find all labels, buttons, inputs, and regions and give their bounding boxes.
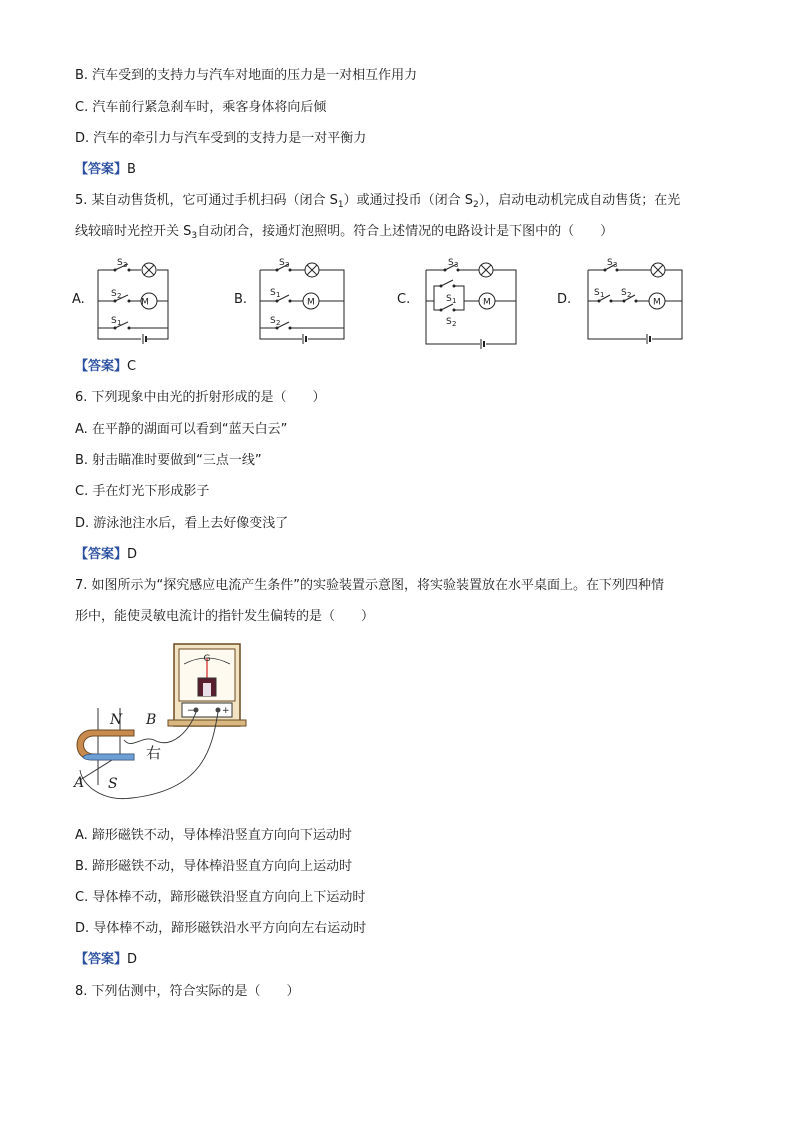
label-right: 右 <box>146 744 162 762</box>
q7-option-d: D. 导体棒不动，蹄形磁铁沿水平方向向左右运动时 <box>75 921 367 936</box>
answer-value: D <box>127 952 138 967</box>
svg-text:3: 3 <box>123 261 128 269</box>
label-n: N <box>110 712 123 728</box>
svg-text:S: S <box>448 258 454 268</box>
svg-text:S: S <box>607 258 613 268</box>
circuit-diagram-c <box>424 256 519 348</box>
q4-answer <box>75 161 136 179</box>
motor-label: M <box>141 297 149 308</box>
q4-option-b: B. 汽车受到的支持力与汽车对地面的压力是一对相互作用力 <box>75 68 418 83</box>
answer-value: C <box>127 359 137 374</box>
svg-text:3: 3 <box>454 261 459 269</box>
svg-text:S: S <box>279 258 285 268</box>
svg-text:S: S <box>270 316 276 326</box>
q5-answer <box>75 358 136 376</box>
svg-text:1: 1 <box>276 291 281 299</box>
answer-tag: 【答案】 <box>75 952 128 967</box>
svg-text:2: 2 <box>452 320 457 328</box>
q6-stem: 6. 下列现象中由光的折射形成的是（ ） <box>75 390 326 405</box>
svg-text:S: S <box>446 294 452 304</box>
q4-option-c: C. 汽车前行紧急刹车时，乘客身体将向后倾 <box>75 100 327 115</box>
svg-text:S: S <box>117 258 123 268</box>
induction-apparatus-figure <box>72 640 247 819</box>
q5-stem-line2: 线较暗时光控开关 $S_3$自动闭合，接通灯泡照明。符合上述情况的电路设计是下图中的（ ） <box>75 224 614 241</box>
svg-text:M: M <box>653 297 661 308</box>
q5-stem-line1: 5. 某自动售货机，它可通过手机扫码（闭合 $S_1$）或通过投币（闭合 $S_2$），启动电动机完成自动售货；在光 <box>75 193 681 210</box>
circuit-diagram-a <box>92 256 172 342</box>
circuit-option-c-label: C. <box>397 292 411 307</box>
q7-stem-line1: 7. 如图所示为“探究感应电流产生条件”的实验装置示意图，将实验装置放在水平桌面上。在下列四种情 <box>75 578 665 593</box>
svg-text:1: 1 <box>452 297 457 305</box>
q6-option-c: C. 手在灯光下形成影子 <box>75 484 210 499</box>
circuit-option-b-label: B. <box>234 292 248 307</box>
answer-value: D <box>127 547 138 562</box>
meter-g-label: G <box>203 654 211 664</box>
svg-text:3: 3 <box>613 261 618 269</box>
svg-text:1: 1 <box>600 291 605 299</box>
circuit-option-d-label: D. <box>557 292 572 307</box>
svg-text:M: M <box>307 297 315 308</box>
svg-text:2: 2 <box>627 291 632 299</box>
answer-tag: 【答案】 <box>75 359 128 374</box>
svg-text:2: 2 <box>276 319 281 327</box>
q6-option-d: D. 游泳池注水后，看上去好像变浅了 <box>75 516 289 531</box>
q6-option-b: B. 射击瞄准时要做到“三点一线” <box>75 453 262 468</box>
circuit-option-a-label: A. <box>72 292 85 307</box>
q7-option-b: B. 蹄形磁铁不动，导体棒沿竖直方向向上运动时 <box>75 859 353 874</box>
q7-option-c: C. 导体棒不动，蹄形磁铁沿竖直方向向上下运动时 <box>75 890 366 905</box>
svg-text:S: S <box>594 288 600 298</box>
q7-option-a: A. 蹄形磁铁不动，导体棒沿竖直方向向下运动时 <box>75 828 352 843</box>
svg-text:2: 2 <box>117 292 122 300</box>
answer-tag: 【答案】 <box>75 547 128 562</box>
circuit-diagram-d <box>586 256 686 342</box>
svg-text:3: 3 <box>285 261 290 269</box>
label-b: B <box>146 712 157 728</box>
label-a: A <box>74 775 85 791</box>
svg-text:S: S <box>270 288 276 298</box>
q7-stem-line2: 形中，能使灵敏电流计的指针发生偏转的是（ ） <box>75 609 375 624</box>
q4-option-d: D. 汽车的牵引力与汽车受到的支持力是一对平衡力 <box>75 131 367 146</box>
q7-answer <box>75 951 137 969</box>
q8-stem: 8. 下列估测中，符合实际的是（ ） <box>75 984 300 999</box>
q6-option-a: A. 在平静的湖面可以看到“蓝天白云” <box>75 422 288 437</box>
meter-plus-label: + <box>222 706 230 716</box>
svg-text:S: S <box>621 288 627 298</box>
svg-text:1: 1 <box>117 319 122 327</box>
q6-answer <box>75 546 137 564</box>
svg-text:M: M <box>483 297 491 308</box>
answer-value: B <box>127 162 136 177</box>
answer-tag: 【答案】 <box>75 162 128 177</box>
svg-text:S: S <box>111 316 117 326</box>
svg-text:S: S <box>111 289 117 299</box>
label-s: S <box>108 776 118 792</box>
circuit-diagram-b <box>258 256 348 342</box>
svg-text:S: S <box>446 317 452 327</box>
meter-minus-label: − <box>187 706 195 716</box>
